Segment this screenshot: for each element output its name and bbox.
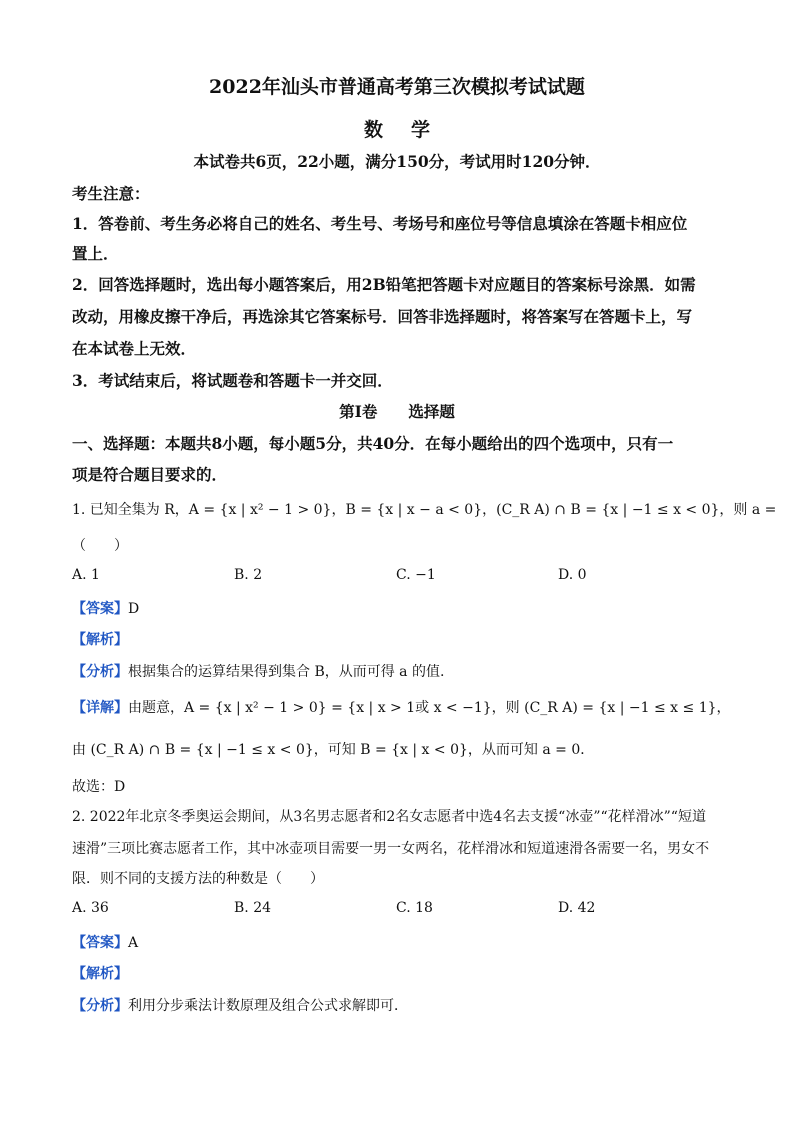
question-2-stem: 速滑”三项比赛志愿者工作，其中冰壶项目需要一男一女两名，花样滑冰和短道速滑各需要一名，男女不 <box>72 841 710 857</box>
q2-analysis-row <box>72 963 128 983</box>
xiangjie-tag: 【详解】 <box>72 700 128 716</box>
section-title: 第Ⅰ卷 选择题 <box>339 402 455 421</box>
exam-title: 2022年汕头市普通高考第三次模拟考试试题 <box>209 76 585 98</box>
q1-option-c: C. −1 <box>396 567 436 583</box>
notice-heading: 考生注意： <box>72 184 150 203</box>
q2-option-a: A. 36 <box>72 900 109 916</box>
question-1-stem: 1. 已知全集为 R，A = {x | x² − 1 > 0}，B = {x | x − a < 0}，(C_R A) ∩ B = {x | −1 ≤ x < 0}，则 a = <box>72 502 777 518</box>
q1-xiangjie-line: 由题意，A = {x | x² − 1 > 0} = {x | x > 1或 x < −1}，则 (C_R A) = {x | −1 ≤ x ≤ 1}， <box>128 700 731 716</box>
q1-fenxi: 根据集合的运算结果得到集合 B，从而可得 a 的值. <box>128 664 445 680</box>
q2-fenxi-row <box>72 995 408 1015</box>
analysis-tag: 【解析】 <box>72 966 128 982</box>
q1-option-a: A. 1 <box>72 567 100 583</box>
subject-title: 数学 <box>363 119 458 141</box>
notice-line: 改动，用橡皮擦干净后，再选涂其它答案标号．回答非选择题时，将答案写在答题卡上，写 <box>72 307 693 326</box>
q1-answer-row <box>72 598 139 618</box>
fenxi-tag: 【分析】 <box>72 998 128 1014</box>
notice-line: 2．回答选择题时，选出每小题答案后，用2B铅笔把答题卡对应题目的答案标号涂黑．如需 <box>72 275 696 294</box>
answer-tag: 【答案】 <box>72 935 128 951</box>
exam-info: 本试卷共6页，22小题，满分150分，考试用时120分钟． <box>193 152 601 171</box>
section-intro: 项是符合题目要求的． <box>72 465 228 484</box>
q2-answer: A <box>128 935 139 951</box>
question-2-stem: 2. 2022年北京冬季奥运会期间，从3名男志愿者和2名女志愿者中选4名去支援“冰壶”“花样滑冰”“短道 <box>72 809 706 825</box>
question-1-blank: （ ） <box>72 538 128 554</box>
notice-line: 1．答卷前、考生务必将自己的姓名、考生号、考场号和座位号等信息填涂在答题卡相应位 <box>72 214 688 233</box>
question-2-stem: 限．则不同的支援方法的种数是（ ） <box>72 871 324 887</box>
fenxi-tag: 【分析】 <box>72 664 128 680</box>
q1-option-d: D. 0 <box>558 567 587 583</box>
notice-line: 在本试卷上无效． <box>72 339 197 358</box>
q2-answer-row <box>72 932 138 952</box>
section-intro: 一、选择题：本题共8小题，每小题5分，共40分．在每小题给出的四个选项中，只有一 <box>72 434 674 453</box>
notice-line: 置上． <box>72 244 119 263</box>
q2-option-c: C. 18 <box>396 900 433 916</box>
q1-xiangjie-row <box>72 697 731 717</box>
q2-option-b: B. 24 <box>234 900 272 916</box>
answer-tag: 【答案】 <box>72 601 128 617</box>
q2-fenxi: 利用分步乘法计数原理及组合公式求解即可． <box>128 998 408 1014</box>
q2-option-d: D. 42 <box>558 900 596 916</box>
q1-answer: D <box>128 601 140 617</box>
q1-option-b: B. 2 <box>234 567 263 583</box>
q1-analysis-row <box>72 629 128 649</box>
q1-conclusion: 故选：D <box>72 779 126 795</box>
q1-xiangjie-line: 由 (C_R A) ∩ B = {x | −1 ≤ x < 0}，可知 B = {x | x < 0}，从而可知 a = 0． <box>72 742 595 758</box>
notice-line: 3．考试结束后，将试题卷和答题卡一并交回． <box>72 371 393 390</box>
q1-fenxi-row <box>72 661 444 681</box>
analysis-tag: 【解析】 <box>72 632 128 648</box>
